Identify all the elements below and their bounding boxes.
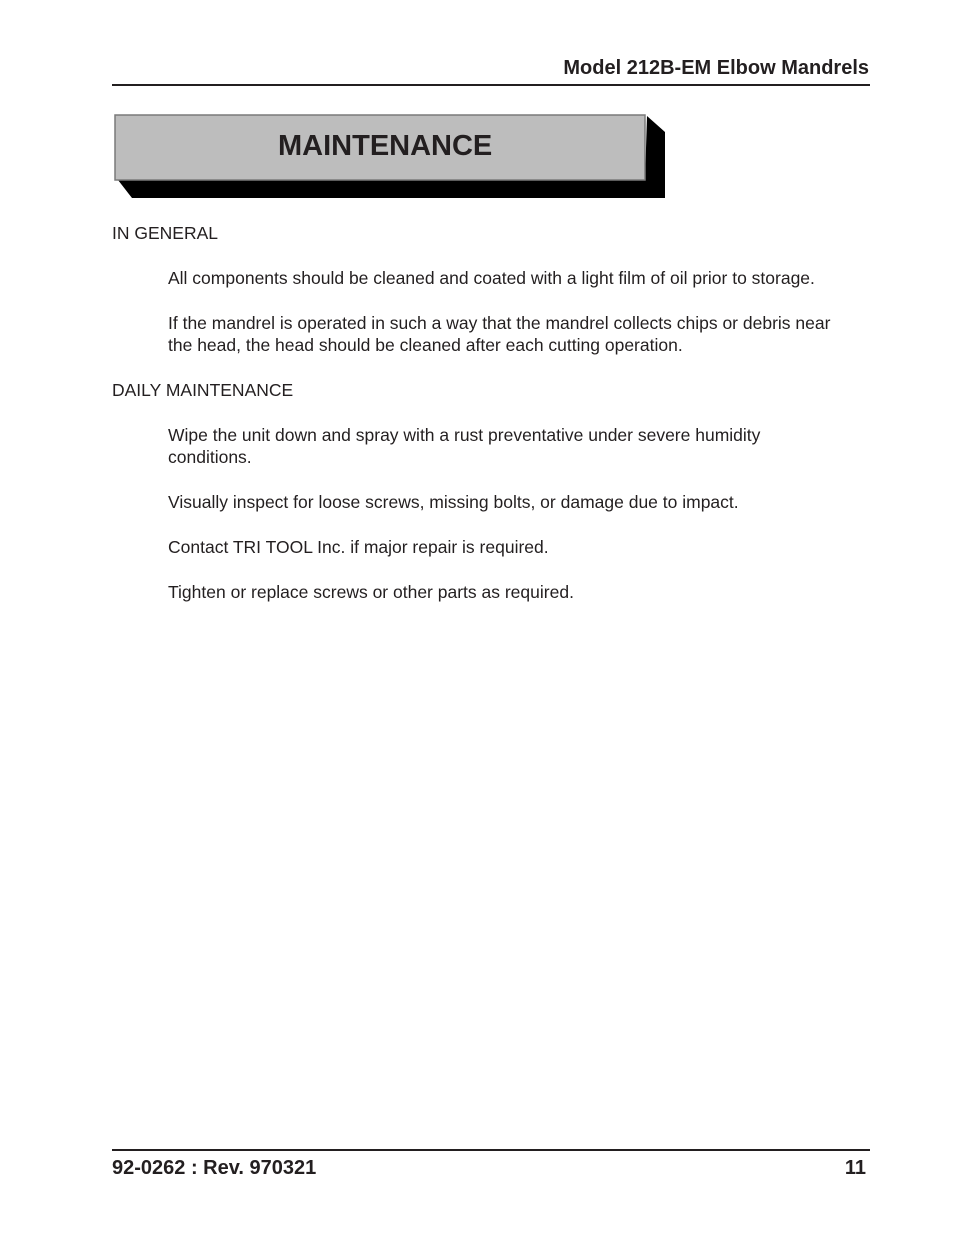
- document-header-title: Model 212B-EM Elbow Mandrels: [563, 57, 869, 79]
- paragraph: Visually inspect for loose screws, missing bolts, or damage due to impact.: [168, 492, 739, 512]
- section-heading-in-general: IN GENERAL: [112, 223, 218, 243]
- section-banner: [114, 114, 666, 200]
- paragraph: If the mandrel is operated in such a way that the mandrel collects chips or debris near the head, the head should be cleaned after each cutting operation.: [168, 313, 831, 355]
- paragraph: Wipe the unit down and spray with a rust preventative under severe humidity conditions.: [168, 425, 761, 467]
- paragraph: Tighten or replace screws or other parts as required.: [168, 582, 574, 602]
- paragraph: All components should be cleaned and coated with a light film of oil prior to storage.: [168, 268, 815, 288]
- banner-title: MAINTENANCE: [278, 130, 493, 162]
- document-number: 92-0262 : Rev. 970321: [112, 1157, 317, 1179]
- paragraph: Contact TRI TOOL Inc. if major repair is required.: [168, 537, 549, 557]
- page-number: 11: [844, 1157, 866, 1179]
- footer-divider: [112, 1149, 870, 1151]
- section-heading-daily-maintenance: DAILY MAINTENANCE: [112, 380, 294, 400]
- header-divider: [112, 84, 870, 86]
